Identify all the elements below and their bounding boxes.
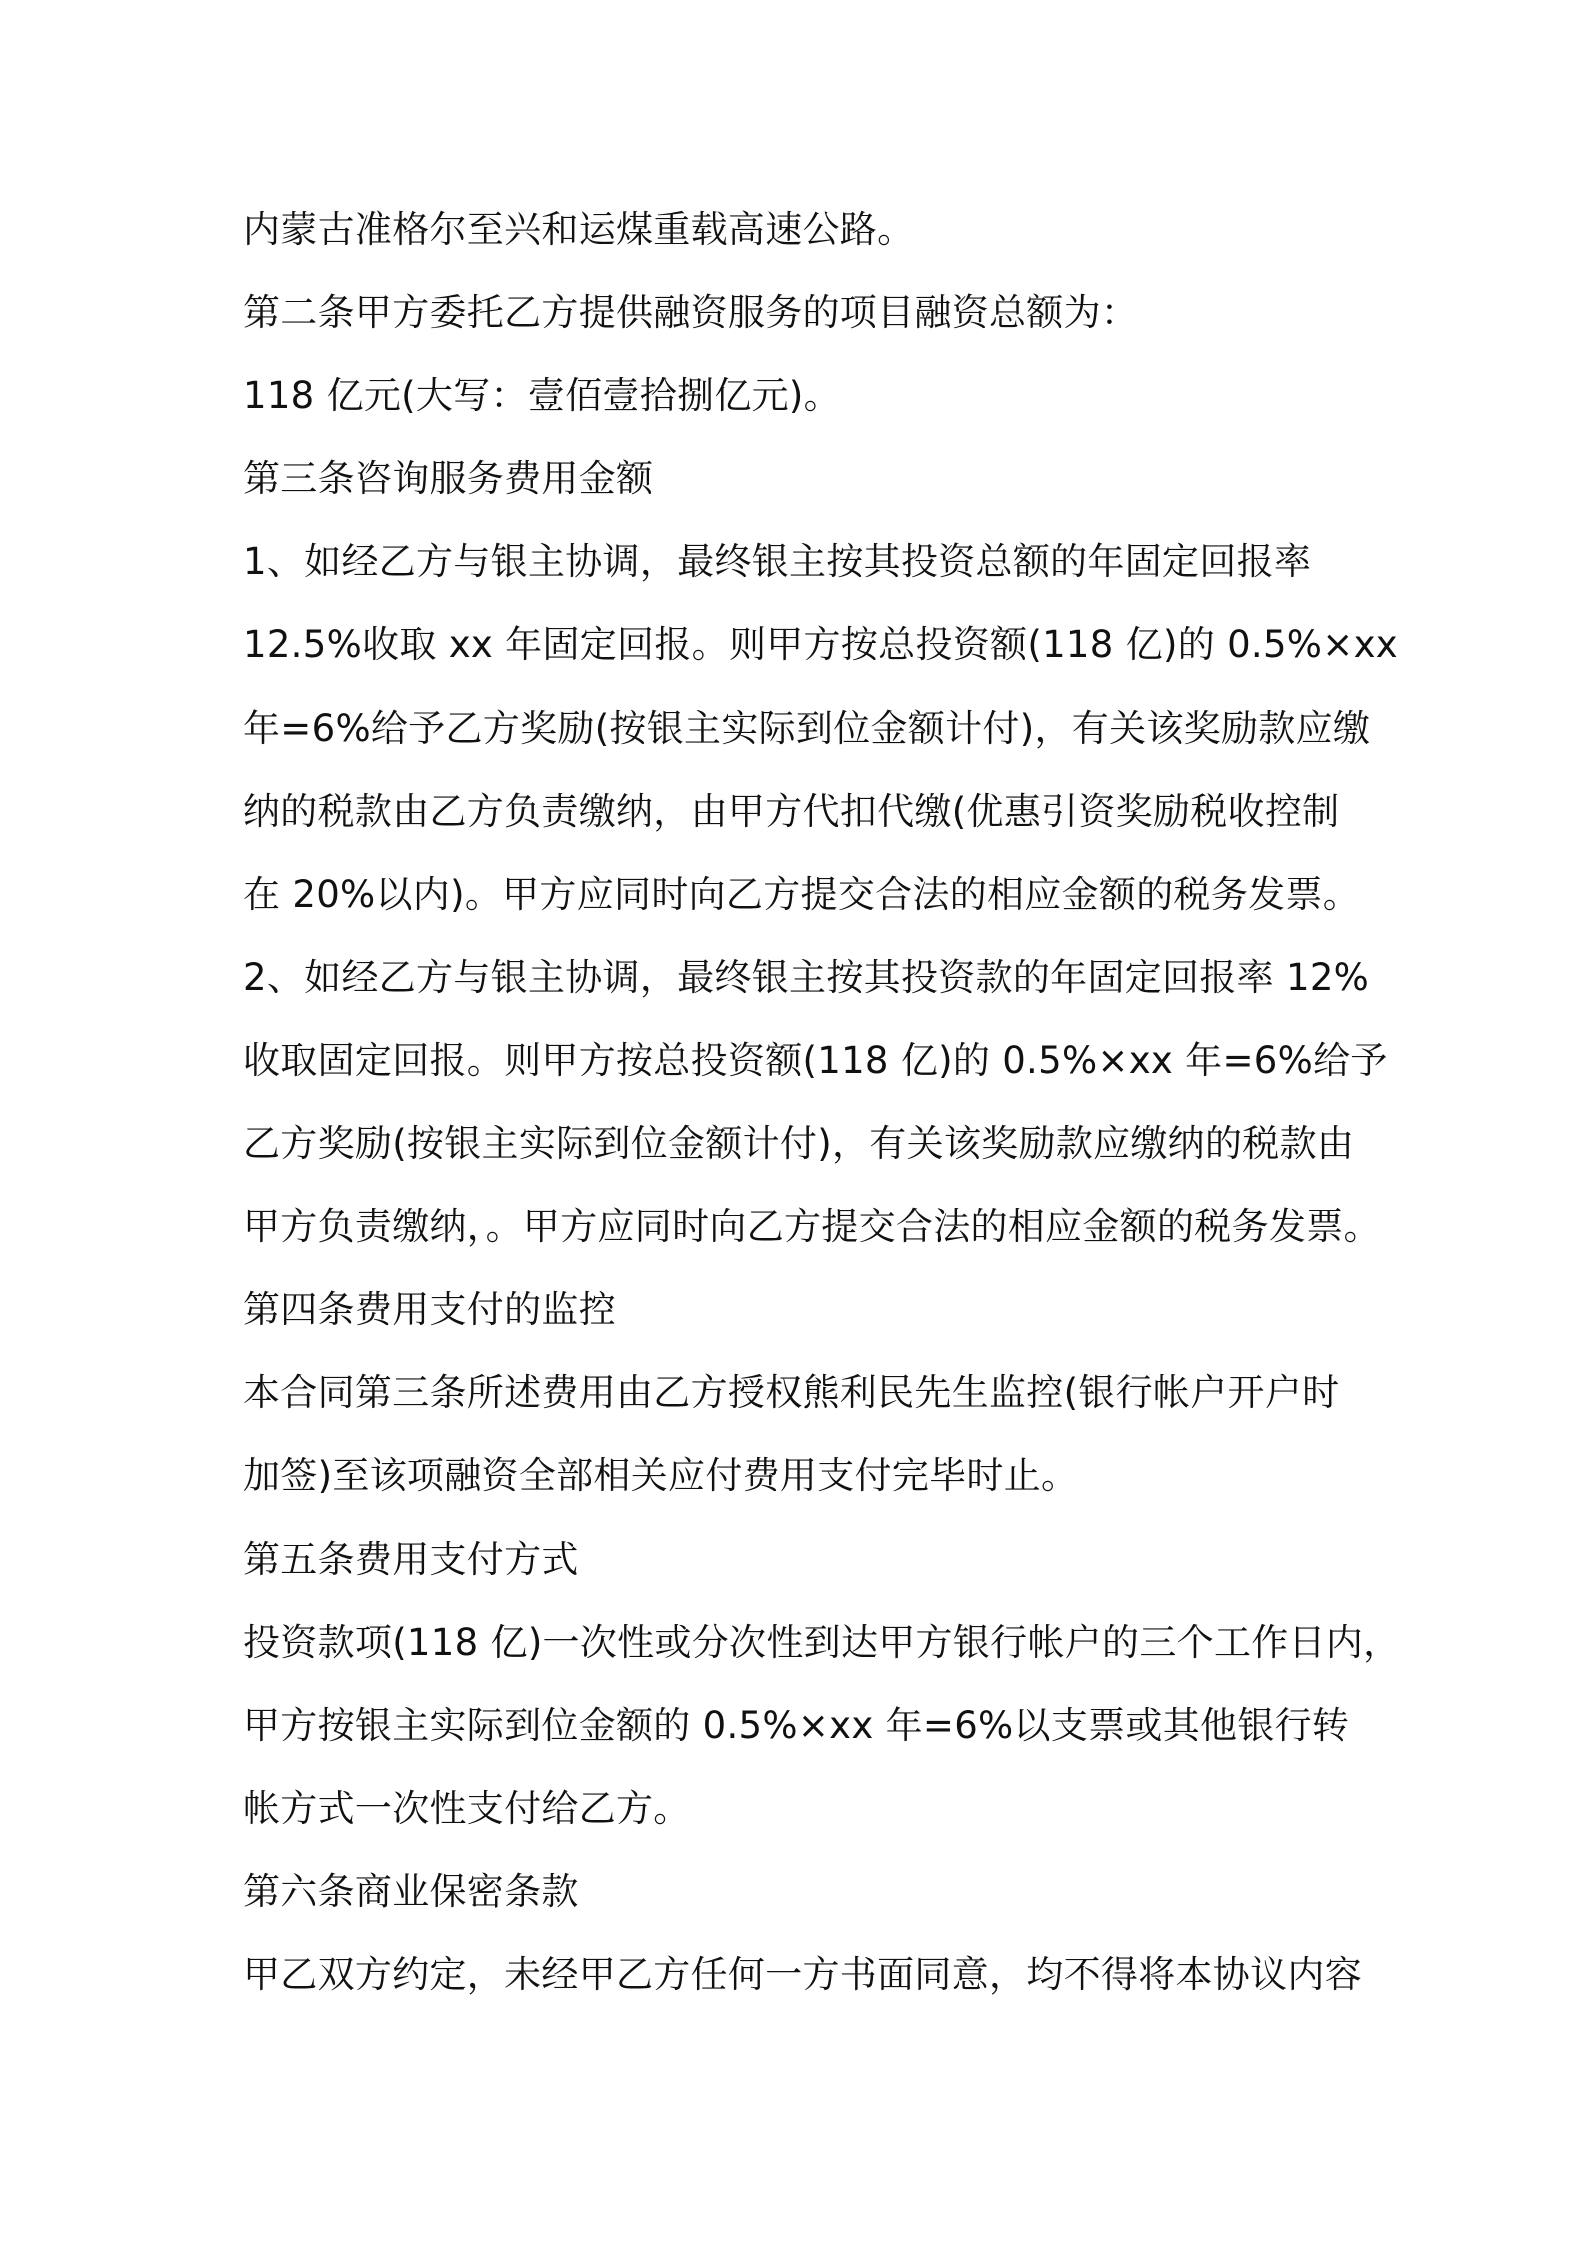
- article-4-heading: 第四条费用支付的监控: [243, 1288, 616, 1332]
- article-6-heading: 第六条商业保密条款: [243, 1869, 579, 1913]
- text-line: 加签)至该项融资全部相关应付费用支付完毕时止。: [243, 1454, 1079, 1498]
- text-line: 甲方负责缴纳，。甲方应同时向乙方提交合法的相应金额的税务发票。: [243, 1205, 1381, 1249]
- document-body: [243, 200, 1401, 2028]
- article-3-heading: 第三条咨询服务费用金额: [243, 457, 654, 501]
- article-5-heading: 第五条费用支付方式: [243, 1537, 579, 1581]
- text-line: 乙方奖励(按银主实际到位金额计付)，有关该奖励款应缴纳的税款由: [243, 1122, 1355, 1166]
- text-line: 收取固定回报。则甲方按总投资额(118 亿)的 0.5%×xx 年=6%给予: [243, 1038, 1388, 1082]
- text-line: 2、如经乙方与银主协调，最终银主按其投资款的年固定回报率 12%: [243, 955, 1370, 999]
- text-line: 内蒙古准格尔至兴和运煤重载高速公路。: [243, 208, 915, 251]
- text-line: 帐方式一次性支付给乙方。: [243, 1786, 691, 1830]
- text-line: 甲方按银主实际到位金额的 0.5%×xx 年=6%以支票或其他银行转: [243, 1703, 1350, 1747]
- text-line: 年=6%给予乙方奖励(按银主实际到位金额计付)，有关该奖励款应缴: [243, 706, 1371, 750]
- text-line: 12.5%收取 xx 年固定回报。则甲方按总投资额(118 亿)的 0.5%×xx: [243, 623, 1398, 667]
- article-2-heading: 第二条甲方委托乙方提供融资服务的项目融资总额为：: [243, 291, 1139, 335]
- text-line: 在 20%以内)。甲方应同时向乙方提交合法的相应金额的税务发票。: [243, 872, 1361, 916]
- text-line: 本合同第三条所述费用由乙方授权熊利民先生监控(银行帐户开户时: [243, 1371, 1340, 1415]
- text-line: 纳的税款由乙方负责缴纳，由甲方代扣代缴(优惠引资奖励税收控制: [243, 789, 1340, 833]
- text-line: 1、如经乙方与银主协调，最终银主按其投资总额的年固定回报率: [243, 540, 1312, 584]
- text-line: 甲乙双方约定，未经甲乙方任何一方书面同意，均不得将本协议内容: [243, 1952, 1362, 1996]
- text-line: 投资款项(118 亿)一次性或分次性到达甲方银行帐户的三个工作日内，: [243, 1620, 1401, 1664]
- text-line: 118 亿元(大写：壹佰壹拾捌亿元)。: [243, 374, 841, 418]
